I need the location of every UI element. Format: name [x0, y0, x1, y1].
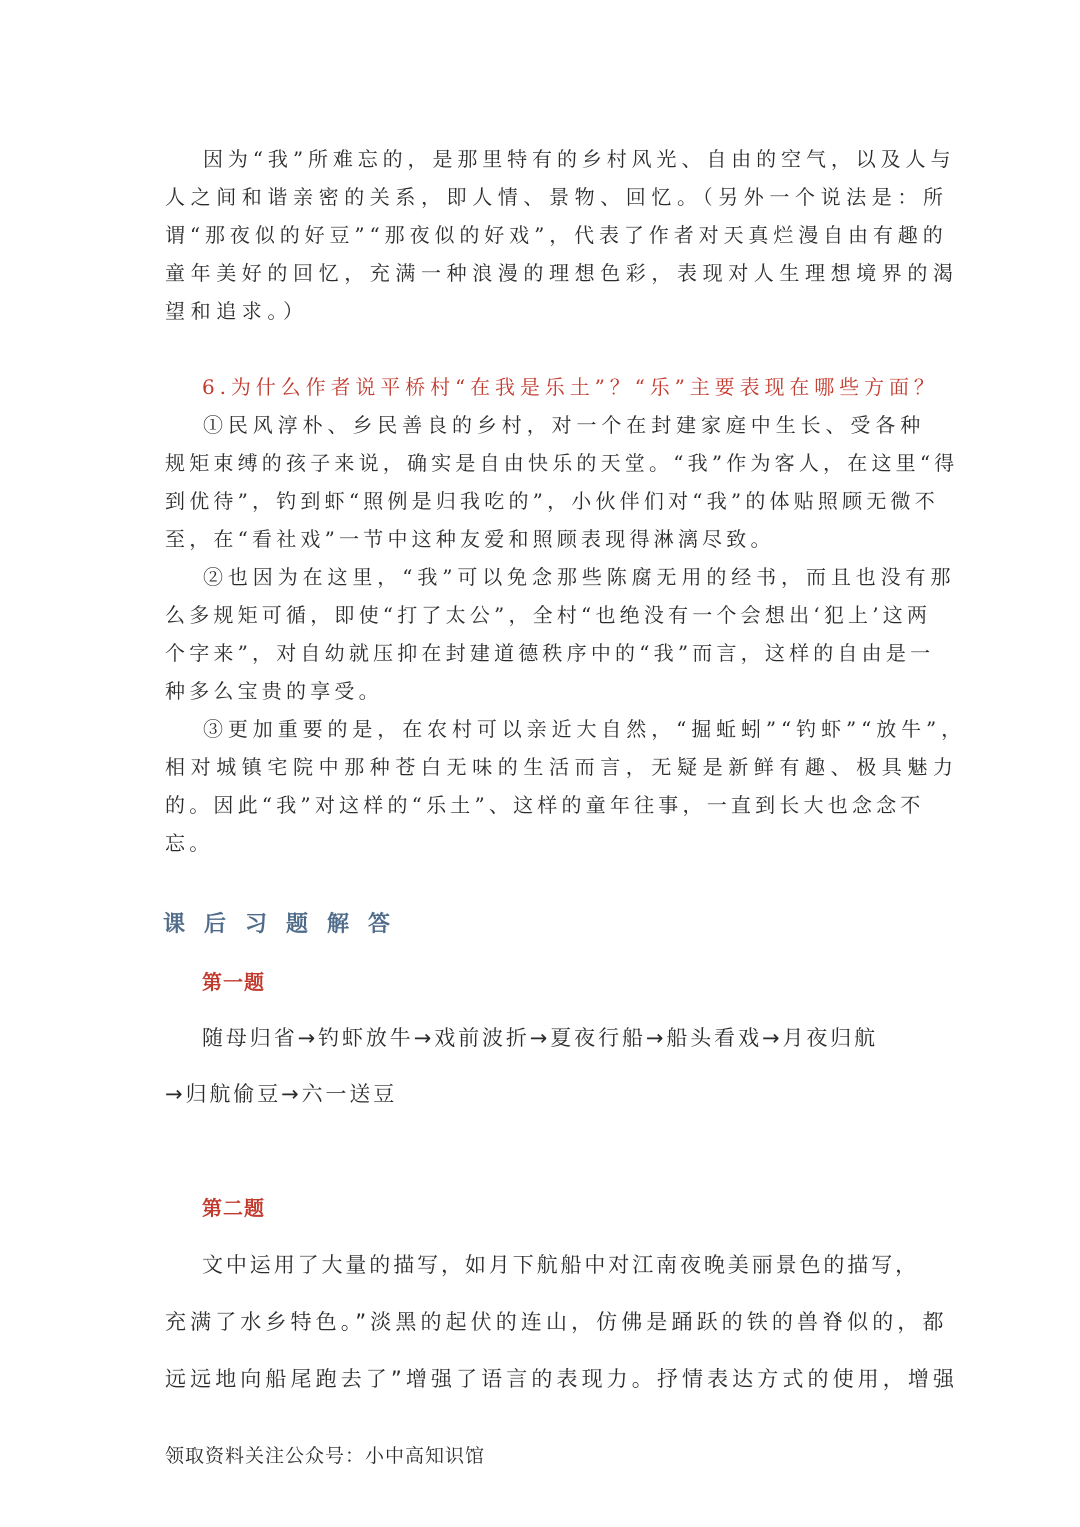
paragraph-line: 因为“我”所难忘的，是那里特有的乡村风光、自由的空气，以及人与	[203, 147, 956, 171]
paragraph-line: 至，在“看社戏”一节中这种友爱和照顾表现得淋漓尽致。	[165, 527, 775, 551]
paragraph-line: ②也因为在这里，“我”可以免念那些陈腐无用的经书，而且也没有那	[203, 565, 956, 589]
question-title: 6.为什么作者说平桥村“在我是乐土”？“乐”主要表现在哪些方面？	[202, 375, 939, 399]
section-title: 课后习题解答	[163, 912, 410, 937]
paragraph-line: 望和追求。）	[165, 299, 309, 323]
paragraph-line: ③更加重要的是，在农村可以亲近大自然，“掘蚯蚓”“钓虾”“放牛”，	[203, 717, 967, 741]
paragraph-line: ①民风淳朴、乡民善良的乡村，对一个在封建家庭中生长、受各种	[203, 413, 926, 437]
paragraph-line: 到优待”，钓到虾“照例是归我吃的”，小伙伴们对“我”的体贴照顾无微不	[165, 489, 939, 513]
paragraph-line: 么多规矩可循，即使“打了太公”，全村“也绝没有一个会想出‘犯上’这两	[165, 603, 932, 627]
exercise-answer-line: 远远地向船尾跑去了”增强了语言的表现力。抒情表达方式的使用，增强	[165, 1367, 959, 1391]
exercise-answer-line: →归航偷豆→六一送豆	[165, 1082, 398, 1106]
paragraph-line: 童年美好的回忆，充满一种浪漫的理想色彩，表现对人生理想境界的渴	[165, 261, 959, 285]
exercise-title: 第一题	[202, 970, 265, 994]
paragraph-line: 相对城镇宅院中那种苍白无味的生活而言，无疑是新鲜有趣、极具魅力	[165, 755, 959, 779]
exercise-title: 第二题	[202, 1196, 265, 1220]
paragraph-line: 人之间和谐亲密的关系，即人情、景物、回忆。（另外一个说法是：所	[165, 185, 949, 209]
paragraph-line: 谓“那夜似的好豆”“那夜似的好戏”，代表了作者对天真烂漫自由有趣的	[165, 223, 948, 247]
paragraph-line: 个字来”，对自幼就压抑在封建道德秩序中的“我”而言，这样的自由是一	[165, 641, 935, 665]
exercise-answer-line: 充满了水乡特色。”淡黑的起伏的连山，仿佛是踊跃的铁的兽脊似的，都	[165, 1310, 948, 1334]
paragraph-line: 种多么宝贵的享受。	[165, 679, 383, 703]
footer-note: 领取资料关注公众号：小中高知识馆	[165, 1445, 486, 1467]
exercise-answer-line: 随母归省→钓虾放牛→戏前波折→夏夜行船→船头看戏→月夜归航	[202, 1026, 879, 1050]
paragraph-line: 的。因此“我”对这样的“乐土”、这样的童年往事，一直到长大也念念不	[165, 793, 925, 817]
paragraph-line: 规矩束缚的孩子来说，确实是自由快乐的天堂。“我”作为客人，在这里“得	[165, 451, 959, 475]
paragraph-line: 忘。	[165, 831, 214, 855]
exercise-answer-line: 文中运用了大量的描写，如月下航船中对江南夜晚美丽景色的描写，	[202, 1253, 919, 1277]
